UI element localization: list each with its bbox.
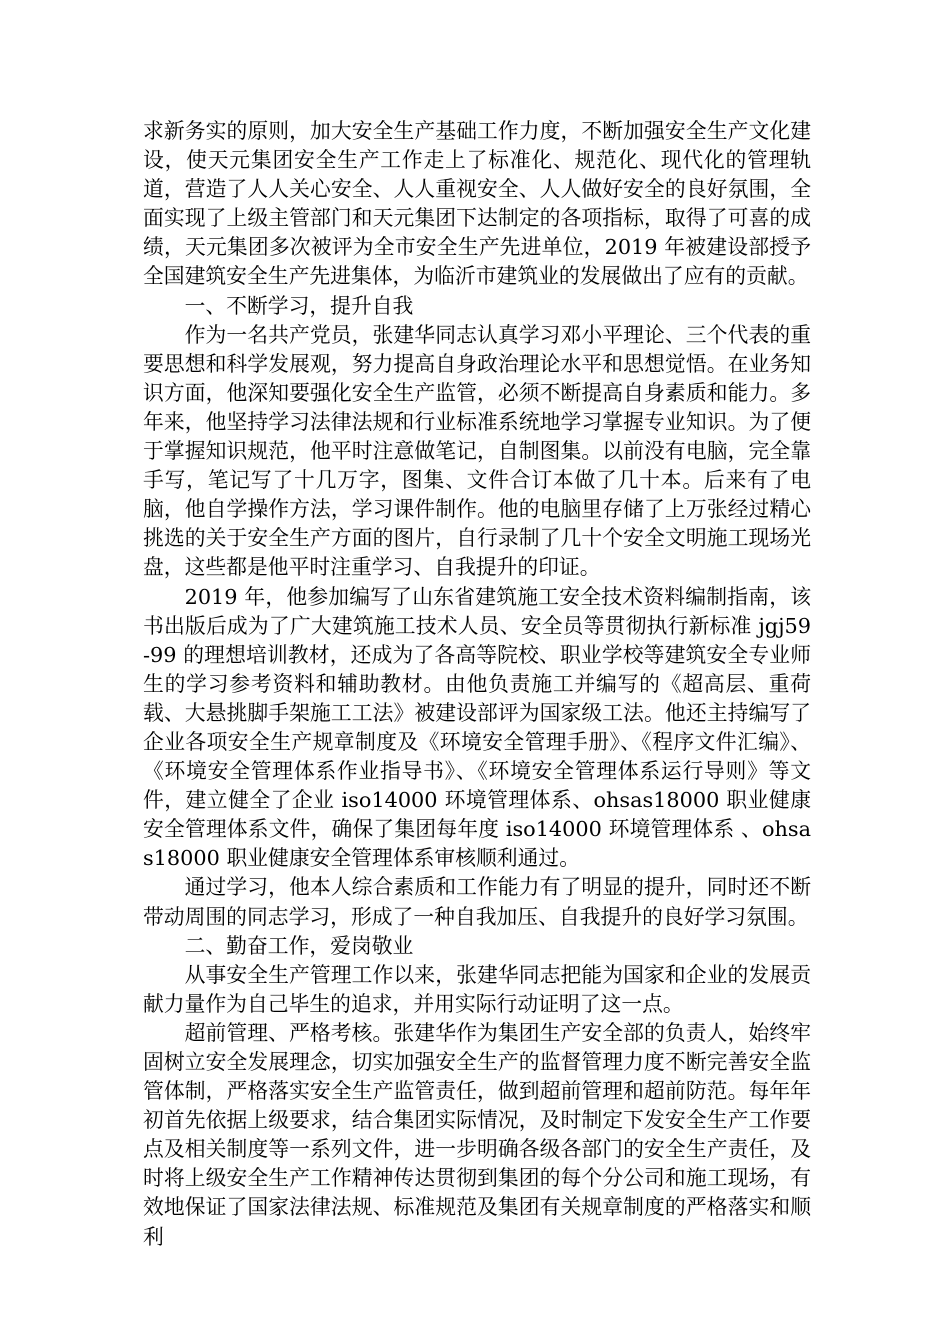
paragraph-intro-continuation: 求新务实的原则，加大安全生产基础工作力度，不断加强安全生产文化建设，使天元集团安全生产工作走上了标准化、规范化、现代化的管理轨道，营造了人人关心安全、人人重视安全、人人做好安全的良好氛围，全面实现了上级主管部门和天元集团下达制定的各项指标，取得了可喜的成绩，天元集团多次被评为全市安全生产先进单位，2019 年被建设部授予全国建筑安全生产先进集体，为临沂市建筑业的发展做出了应有的贡献。 bbox=[143, 119, 811, 289]
paragraph-study: 作为一名共产党员，张建华同志认真学习邓小平理论、三个代表的重要思想和科学发展观，努力提高自身政治理论水平和思想觉悟。在业务知识方面，他深知要强化安全生产监管，必须不断提高自身素质和能力。多年来，他坚持学习法律法规和行业标准系统地学习掌握专业知识。为了便于掌握知识规范，他平时注意做笔记，自制图集。以前没有电脑，完全靠手写，笔记写了十几万字，图集、文件合订本做了几十本。后来有了电脑，他自学操作方法，学习课件制作。他的电脑里存储了上万张经过精心挑选的关于安全生产方面的图片，自行录制了几十个安全文明施工现场光盘，这些都是他平时注重学习、自我提升的印证。 bbox=[143, 322, 811, 580]
paragraph-publications: 2019 年，他参加编写了山东省建筑施工安全技术资料编制指南，该书出版后成为了广大建筑施工技术人员、安全员等贯彻执行新标准 jgj59-99 的理想培训教材，还成为了各高等院校、职业学校等建筑安全专业师生的学习参考资料和辅助教材。由他负责施工并编写的《超高层、重荷载、大悬挑脚手架施工工法》被建设部评为国家级工法。他还主持编写了企业各项安全生产规章制度及《环境安全管理手册》、《程序文件汇编》、《环境安全管理体系作业指导书》、《环境安全管理体系运行导则》等文件，建立健全了企业 iso14000 环境管理体系、ohsas18000 职业健康安全管理体系文件，确保了集团每年度 iso14000 环境管理体系 、ohsas18000 职业健康安全管理体系审核顺利通过。 bbox=[143, 584, 811, 871]
paragraph-study-result: 通过学习，他本人综合素质和工作能力有了明显的提升，同时还不断带动周围的同志学习，形成了一种自我加压、自我提升的良好学习氛围。 bbox=[143, 875, 811, 929]
document-page bbox=[143, 117, 811, 1252]
section-heading-2: 二、勤奋工作，爱岗敬业 bbox=[184, 933, 414, 958]
paragraph-career: 从事安全生产管理工作以来，张建华同志把能为国家和企业的发展贡献力量作为自己毕生的追求，并用实际行动证明了这一点。 bbox=[143, 962, 811, 1016]
paragraph-management: 超前管理、严格考核。张建华作为集团生产安全部的负责人，始终牢固树立安全发展理念，切实加强安全生产的监督管理力度不断完善安全监管体制，严格落实安全生产监管责任，做到超前管理和超前防范。每年年初首先依据上级要求，结合集团实际情况，及时制定下发安全生产工作要点及相关制度等一系列文件，进一步明确各级各部门的安全生产责任，及时将上级安全生产工作精神传达贯彻到集团的每个分公司和施工现场，有效地保证了国家法律法规、标准规范及集团有关规章制度的严格落实和顺利 bbox=[143, 1020, 811, 1249]
section-heading-1: 一、不断学习，提升自我 bbox=[184, 293, 414, 318]
